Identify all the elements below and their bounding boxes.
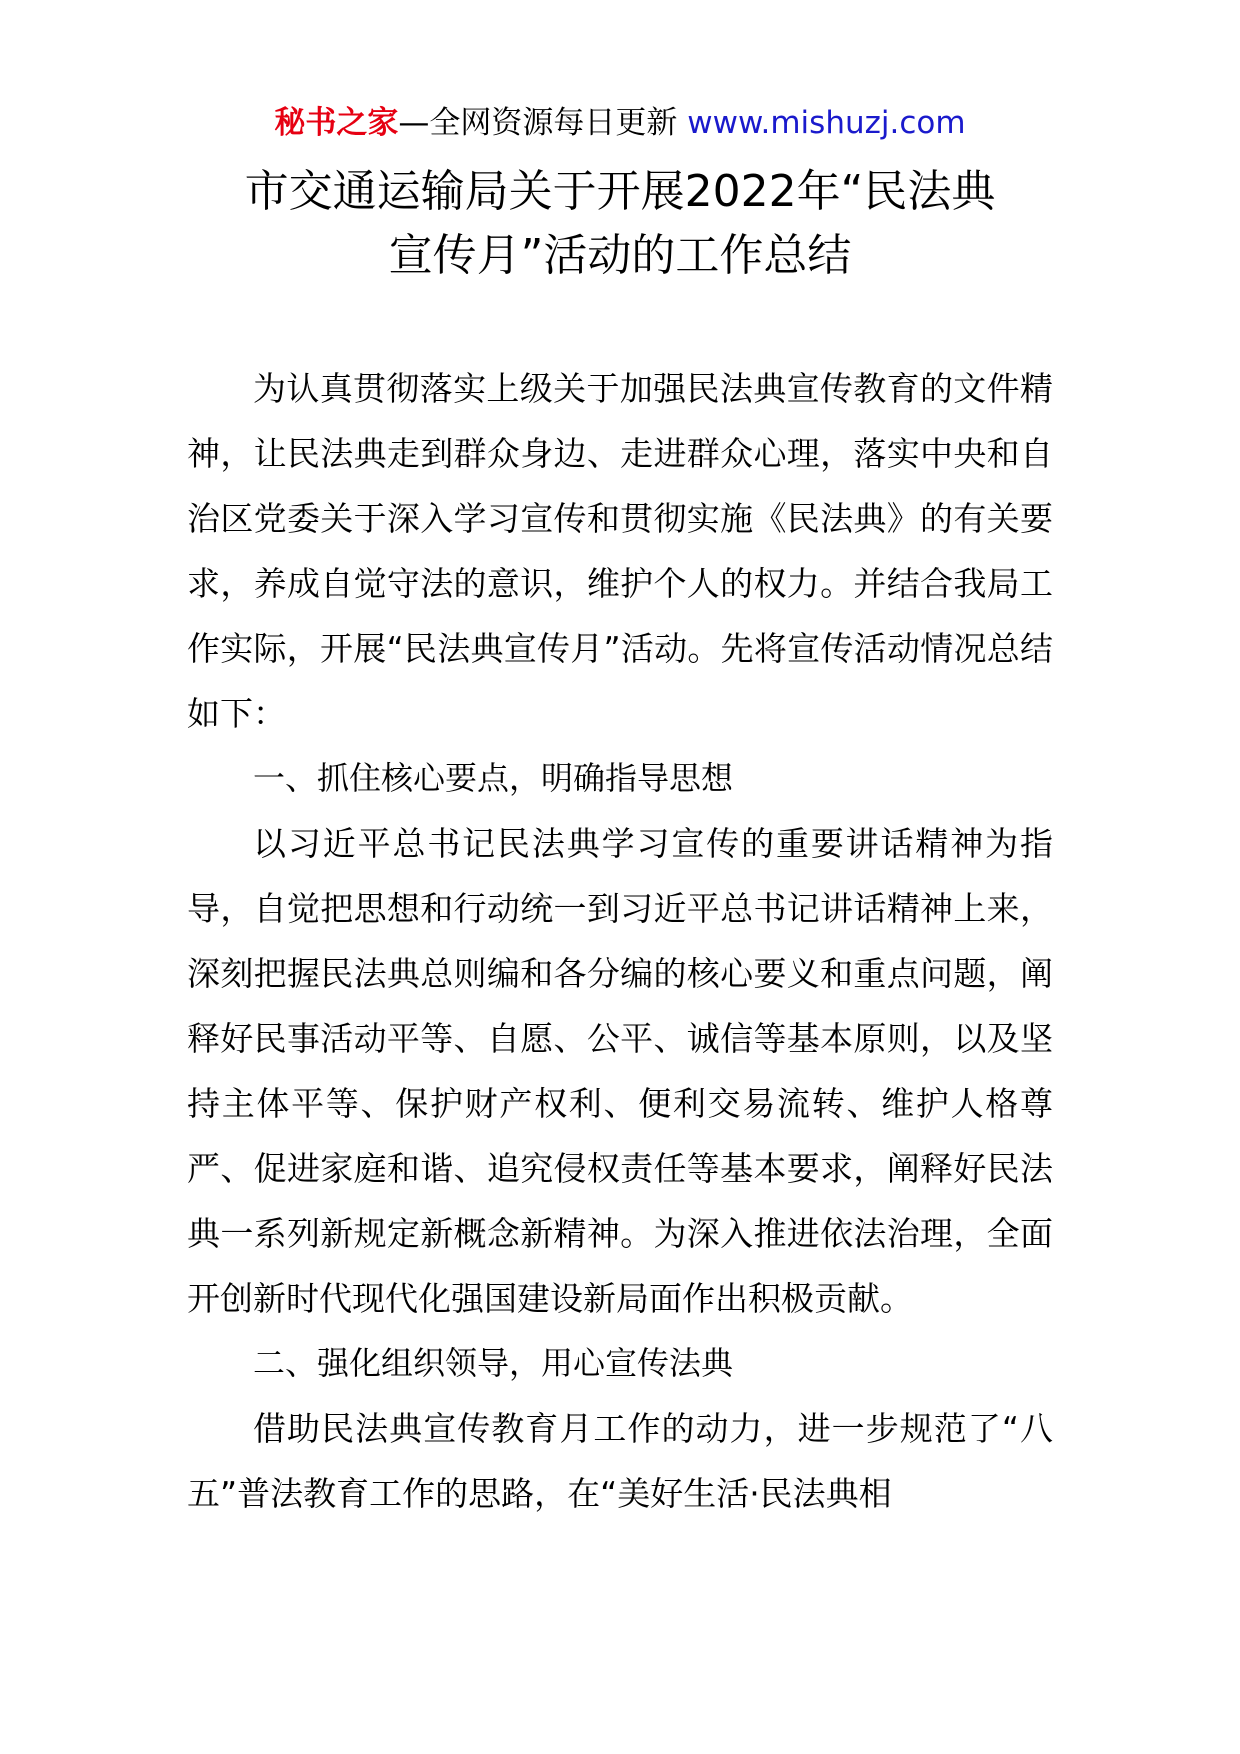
banner-brand: 秘书之家 (274, 105, 399, 141)
banner-tagline: —全网资源每日更新 (398, 105, 688, 141)
document-body (187, 356, 1053, 1526)
section-1-paragraph: 以习近平总书记民法典学习宣传的重要讲话精神为指导，自觉把思想和行动统一到习近平总书记讲话精神上来，深刻把握民法典总则编和各分编的核心要义和重点问题，阐释好民事活动平等、自愿、公平、诚信等基本原则，以及坚持主体平等、保护财产权利、便利交易流转、维护人格尊严、促进家庭和谐、追究侵权责任等基本要求，阐释好民法典一系列新规定新概念新精神。为深入推进依法治理，全面开创新时代现代化强国建设新局面作出积极贡献。 (187, 824, 1053, 1318)
intro-paragraph: 为认真贯彻落实上级关于加强民法典宣传教育的文件精神，让民法典走到群众身边、走进群众心理，落实中央和自治区党委关于深入学习宣传和贯彻实施《民法典》的有关要求，养成自觉守法的意识，维护个人的权力。并结合我局工作实际，开展“民法典宣传月”活动。先将宣传活动情况总结如下： (187, 369, 1053, 733)
document-title (130, 160, 1110, 288)
site-banner (0, 100, 1240, 146)
banner-url-link[interactable]: www.mishuzj.com (687, 105, 966, 141)
section-heading-2: 二、强化组织领导，用心宣传法典 (253, 1344, 734, 1382)
section-2-paragraph: 借助民法典宣传教育月工作的动力，进一步规范了“八五”普法教育工作的思路，在“美好生活·民法典相 (187, 1409, 1053, 1513)
title-line-2: 宣传月”活动的工作总结 (388, 230, 852, 281)
section-heading-1: 一、抓住核心要点，明确指导思想 (253, 759, 734, 797)
title-line-1: 市交通运输局关于开展2022年“民法典 (244, 166, 996, 217)
